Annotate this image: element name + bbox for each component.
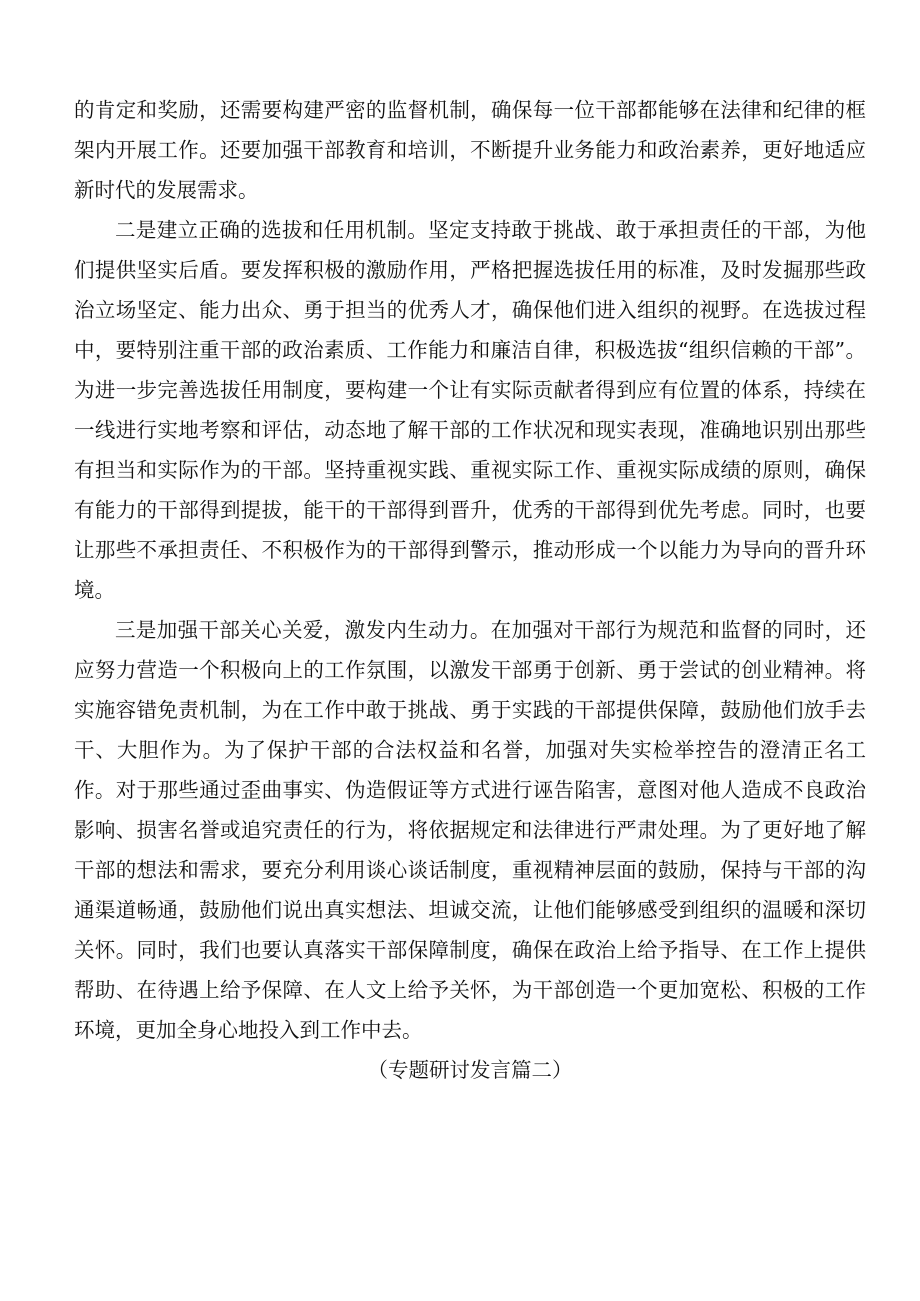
paragraph-continuation: 的肯定和奖励，还需要构建严密的监督机制，确保每一位干部都能够在法律和纪律的框架内开展工作。还要加强干部教育和培训，不断提升业务能力和政治素养，更好地适应新时代的发展需求。 [74,98,866,202]
paragraph-cadre-care: 三是加强干部关心关爱，激发内生动力。在加强对干部行为规范和监督的同时，还应努力营造一个积极向上的工作氛围，以激发干部勇于创新、勇于尝试的创业精神。将实施容错免责机制，为在工作中敢于挑战、勇于实践的干部提供保障，鼓励他们放手去干、大胆作为。为了保护干部的合法权益和名誉，加强对失实检举控告的澄清正名工作。对于那些通过歪曲事实、伪造假证等方式进行诬告陷害，意图对他人造成不良政治影响、损害名誉或追究责任的行为，将依据规定和法律进行严肃处理。为了更好地了解干部的想法和需求，要充分利用谈心谈话制度，重视精神层面的鼓励，保持与干部的沟通渠道畅通，鼓励他们说出真实想法、坦诚交流，让他们能够感受到组织的温暖和深切关怀。同时，我们也要认真落实干部保障制度，确保在政治上给予指导、在工作上提供帮助、在待遇上给予保障、在人文上给予关怀，为干部创造一个更加宽松、积极的工作环境，更加全身心地投入到工作中去。 [74,618,866,1042]
document-body [74,90,866,1090]
section-heading: （专题研讨发言篇二） [367,1058,573,1082]
paragraph-selection-mechanism: 二是建立正确的选拔和任用机制。坚定支持敢于挑战、敢于承担责任的干部，为他们提供坚实后盾。要发挥积极的激励作用，严格把握选拔任用的标准，及时发掘那些政治立场坚定、能力出众、勇于担当的优秀人才，确保他们进入组织的视野。在选拔过程中，要特别注重干部的政治素质、工作能力和廉洁自律，积极选拔“组织信赖的干部”。为进一步完善选拔任用制度，要构建一个让有实际贡献者得到应有位置的体系，持续在一线进行实地考察和评估，动态地了解干部的工作状况和现实表现，准确地识别出那些有担当和实际作为的干部。坚持重视实践、重视实际工作、重视实际成绩的原则，确保有能力的干部得到提拔，能干的干部得到晋升，优秀的干部得到优先考虑。同时，也要让那些不承担责任、不积极作为的干部得到警示，推动形成一个以能力为导向的晋升环境。 [74,218,866,602]
